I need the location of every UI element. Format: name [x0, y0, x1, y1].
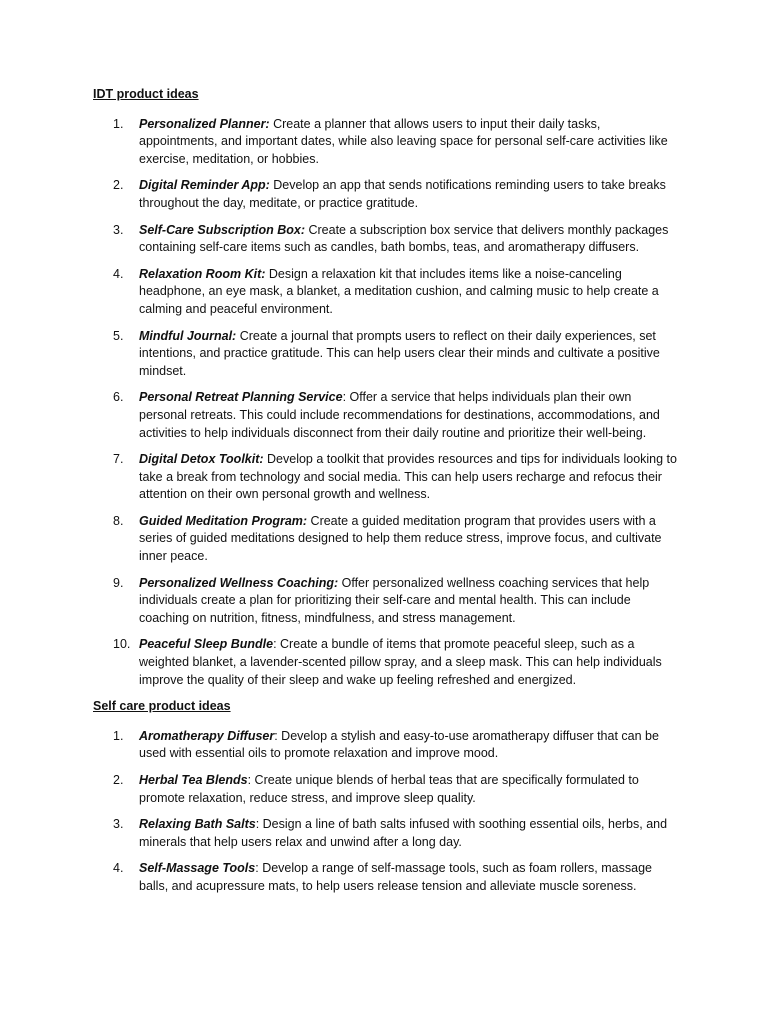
- item-description: Develop a toolkit that provides resources and tips for individuals looking to take a break from technology and social media. This can help users recharge and refocus their attention on their own personal growth and wellness.: [139, 452, 677, 502]
- item-description: : Offer a service that helps individuals plan their own personal retreats. This could include recommendations for destinations, accommodations, and activities to help individuals disconnect from their daily routine and prioritize their well-being.: [139, 390, 660, 440]
- list-item: [93, 389, 678, 442]
- item-number: 4.: [113, 266, 124, 281]
- document-content: [93, 86, 678, 905]
- item-term: Aromatherapy Diffuser: [139, 728, 275, 743]
- item-term: Digital Reminder App:: [139, 178, 270, 193]
- item-term: Peaceful Sleep Bundle: [139, 637, 274, 652]
- list-item: [93, 328, 678, 381]
- item-term: Digital Detox Toolkit:: [139, 452, 264, 467]
- list-item: [93, 177, 678, 212]
- item-number: 7.: [113, 452, 124, 467]
- item-term: Guided Meditation Program:: [139, 513, 308, 528]
- item-number: 3.: [113, 817, 124, 832]
- item-number: 3.: [113, 222, 124, 237]
- item-description: Develop an app that sends notifications reminding users to take breaks throughout the day, meditate, or practice gratitude.: [139, 178, 666, 210]
- list-item: [93, 222, 678, 257]
- item-number: 6.: [113, 390, 124, 405]
- item-number: 1.: [113, 728, 124, 743]
- list-item: [93, 513, 678, 566]
- idt-ideas-list: [93, 116, 678, 690]
- item-description: Offer personalized wellness coaching services that help individuals create a plan for prioritizing their self-care and mental health. This can include coaching on nutrition, fitness, mindfulness, and stress management.: [139, 575, 650, 625]
- item-term: Mindful Journal:: [139, 328, 237, 343]
- list-item: [93, 451, 678, 504]
- item-description: : Design a line of bath salts infused with soothing essential oils, herbs, and minerals that help users relax and unwind after a long day.: [139, 817, 668, 849]
- item-term: Relaxing Bath Salts: [139, 817, 256, 832]
- item-description: Create a guided meditation program that provides users with a series of guided meditations designed to help them reduce stress, improve focus, and cultivate inner peace.: [139, 513, 662, 564]
- item-term: Personal Retreat Planning Service: [139, 390, 343, 405]
- item-term: Personalized Planner:: [139, 116, 270, 131]
- item-number: 1.: [113, 116, 124, 131]
- section-heading-idt: IDT product ideas: [93, 87, 199, 101]
- item-number: 5.: [113, 328, 124, 343]
- item-number: 4.: [113, 861, 124, 876]
- item-term: Self-Care Subscription Box:: [139, 222, 305, 237]
- item-number: 2.: [113, 773, 124, 787]
- item-number: 2.: [113, 178, 124, 193]
- item-description: : Create unique blends of herbal teas that are specifically formulated to promote relaxation, reduce stress, and improve sleep quality.: [139, 773, 639, 805]
- item-description: Create a planner that allows users to input their daily tasks, appointments, and important dates, while also leaving space for personal self-care activities like exercise, meditation, or hobbies.: [139, 116, 668, 166]
- section-heading-self-care: Self care product ideas: [93, 699, 231, 714]
- item-description: Design a relaxation kit that includes items like a noise-canceling headphone, an eye mask, a blanket, a meditation cushion, and calming music to help create a calming and peaceful environment.: [139, 266, 659, 316]
- list-item: [93, 116, 678, 169]
- item-description: Create a subscription box service that delivers monthly packages containing self-care items such as candles, bath bombs, teas, and aromatherapy diffusers.: [139, 222, 669, 255]
- item-term: Self-Massage Tools: [139, 861, 256, 876]
- item-description: : Create a bundle of items that promote peaceful sleep, such as a weighted blanket, a lavender-scented pillow spray, and a sleep mask. This can help individuals improve the quality of their sleep and wake up feeling refreshed and energized.: [139, 637, 662, 687]
- list-item: [93, 772, 678, 807]
- item-number: 10.: [113, 637, 131, 652]
- list-item: [93, 728, 678, 763]
- item-term: Personalized Wellness Coaching:: [139, 575, 339, 590]
- list-item: [93, 636, 678, 689]
- list-item: [93, 266, 678, 319]
- item-number: 9.: [113, 575, 124, 590]
- list-item: [93, 816, 678, 851]
- item-term: Herbal Tea Blends: [139, 773, 248, 787]
- item-description: : Develop a range of self-massage tools, such as foam rollers, massage balls, and acupressure mats, to help users release tension and alleviate muscle soreness.: [139, 861, 652, 893]
- list-item: [93, 860, 678, 895]
- item-description: : Develop a stylish and easy-to-use aromatherapy diffuser that can be used with essential oils to promote relaxation and improve mood.: [139, 728, 659, 761]
- item-number: 8.: [113, 513, 124, 528]
- item-term: Relaxation Room Kit:: [139, 266, 266, 281]
- item-description: Create a journal that prompts users to reflect on their daily experiences, set intentions, and practice gratitude. This can help users clear their minds and cultivate a positive mindset.: [139, 328, 660, 378]
- list-item: [93, 575, 678, 628]
- self-care-ideas-list: [93, 728, 678, 896]
